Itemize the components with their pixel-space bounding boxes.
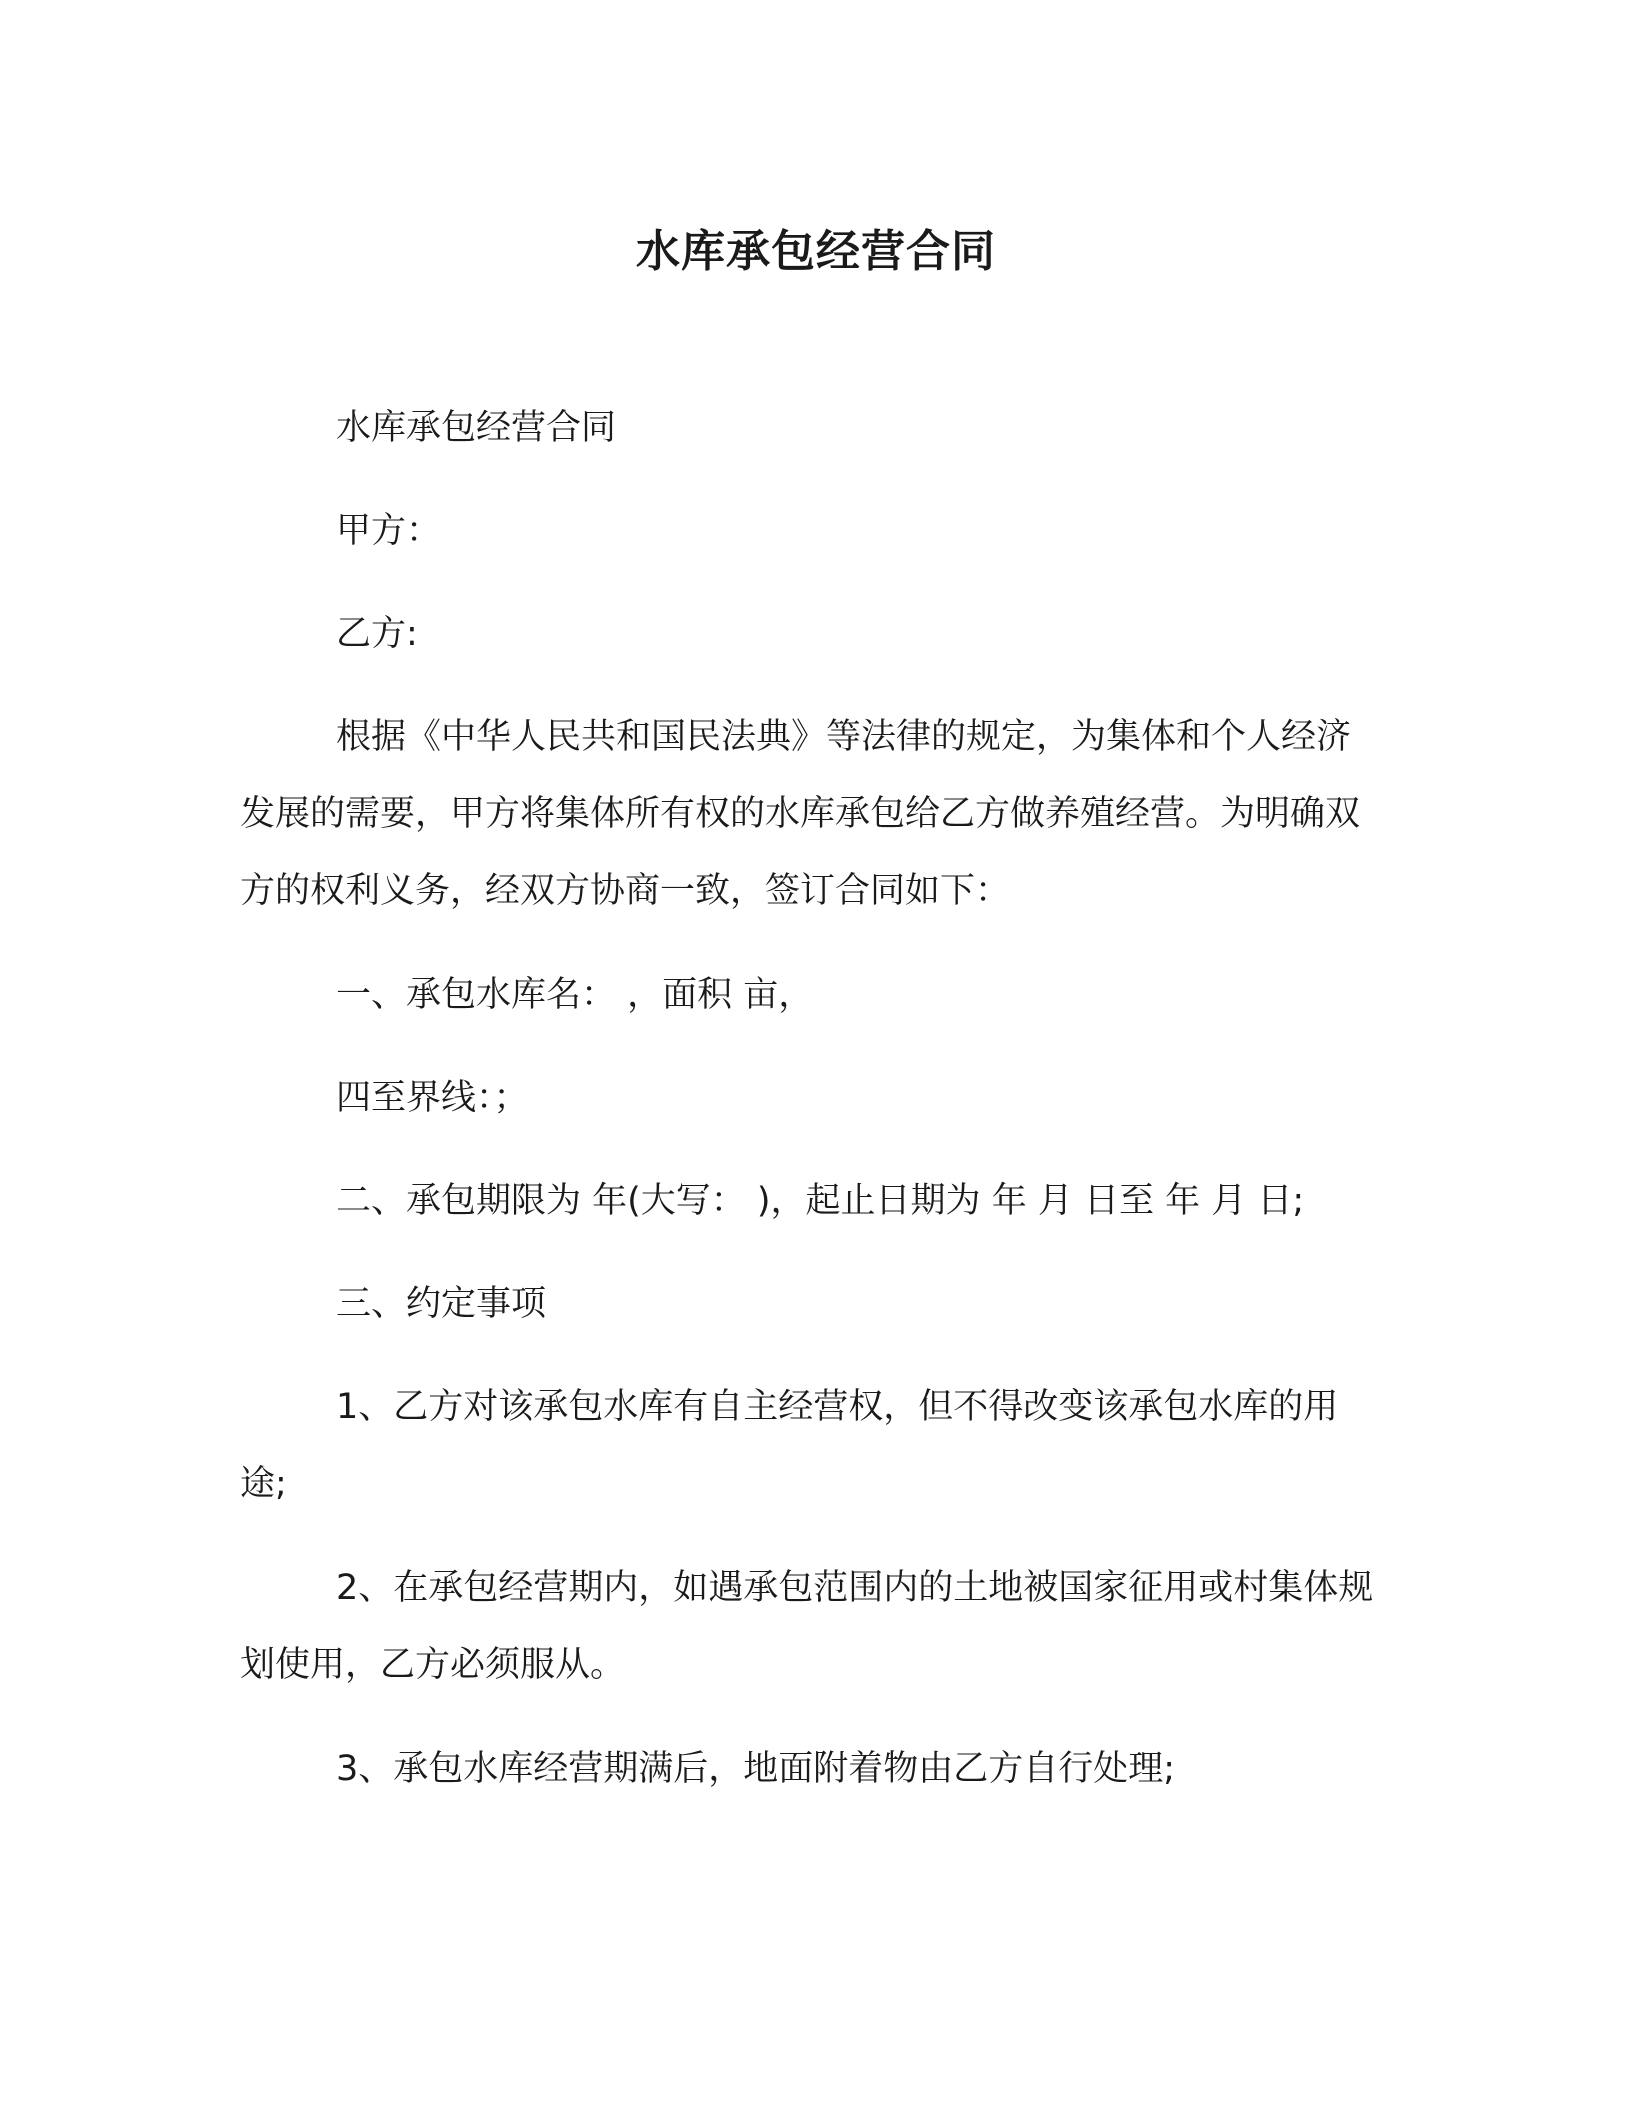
paragraph-section-2: 二、承包期限为 年(大写： )，起止日期为 年 月 日至 年 月 日; — [336, 1181, 1305, 1221]
paragraph-item-3: 3、承包水库经营期满后，地面附着物由乙方自行处理; — [336, 1749, 1176, 1789]
paragraph-boundaries: 四至界线：； — [336, 1078, 529, 1118]
paragraph-item-1: 1、乙方对该承包水库有自主经营权，但不得改变该承包水库的用途; — [240, 1387, 1339, 1504]
paragraph-section-1: 一、承包水库名： ，面积 亩， — [336, 975, 814, 1015]
document-body — [240, 390, 1380, 1808]
paragraph-item-2: 2、在承包经营期内，如遇承包范围内的土地被国家征用或村集体规划使用，乙方必须服从。 — [240, 1568, 1374, 1685]
paragraph-preamble: 根据《中华人民共和国民法典》等法律的规定，为集体和个人经济发展的需要，甲方将集体所有权的水库承包给乙方做养殖经营。为明确双方的权利义务，经双方协商一致，签订合同如下： — [240, 717, 1361, 911]
paragraph-party-b: 乙方: — [336, 614, 418, 654]
paragraph-subtitle: 水库承包经营合同 — [336, 408, 617, 448]
paragraph-section-3: 三、约定事项 — [336, 1284, 547, 1324]
paragraph-party-a: 甲方： — [336, 511, 442, 551]
document-title: 水库承包经营合同 — [636, 226, 996, 277]
